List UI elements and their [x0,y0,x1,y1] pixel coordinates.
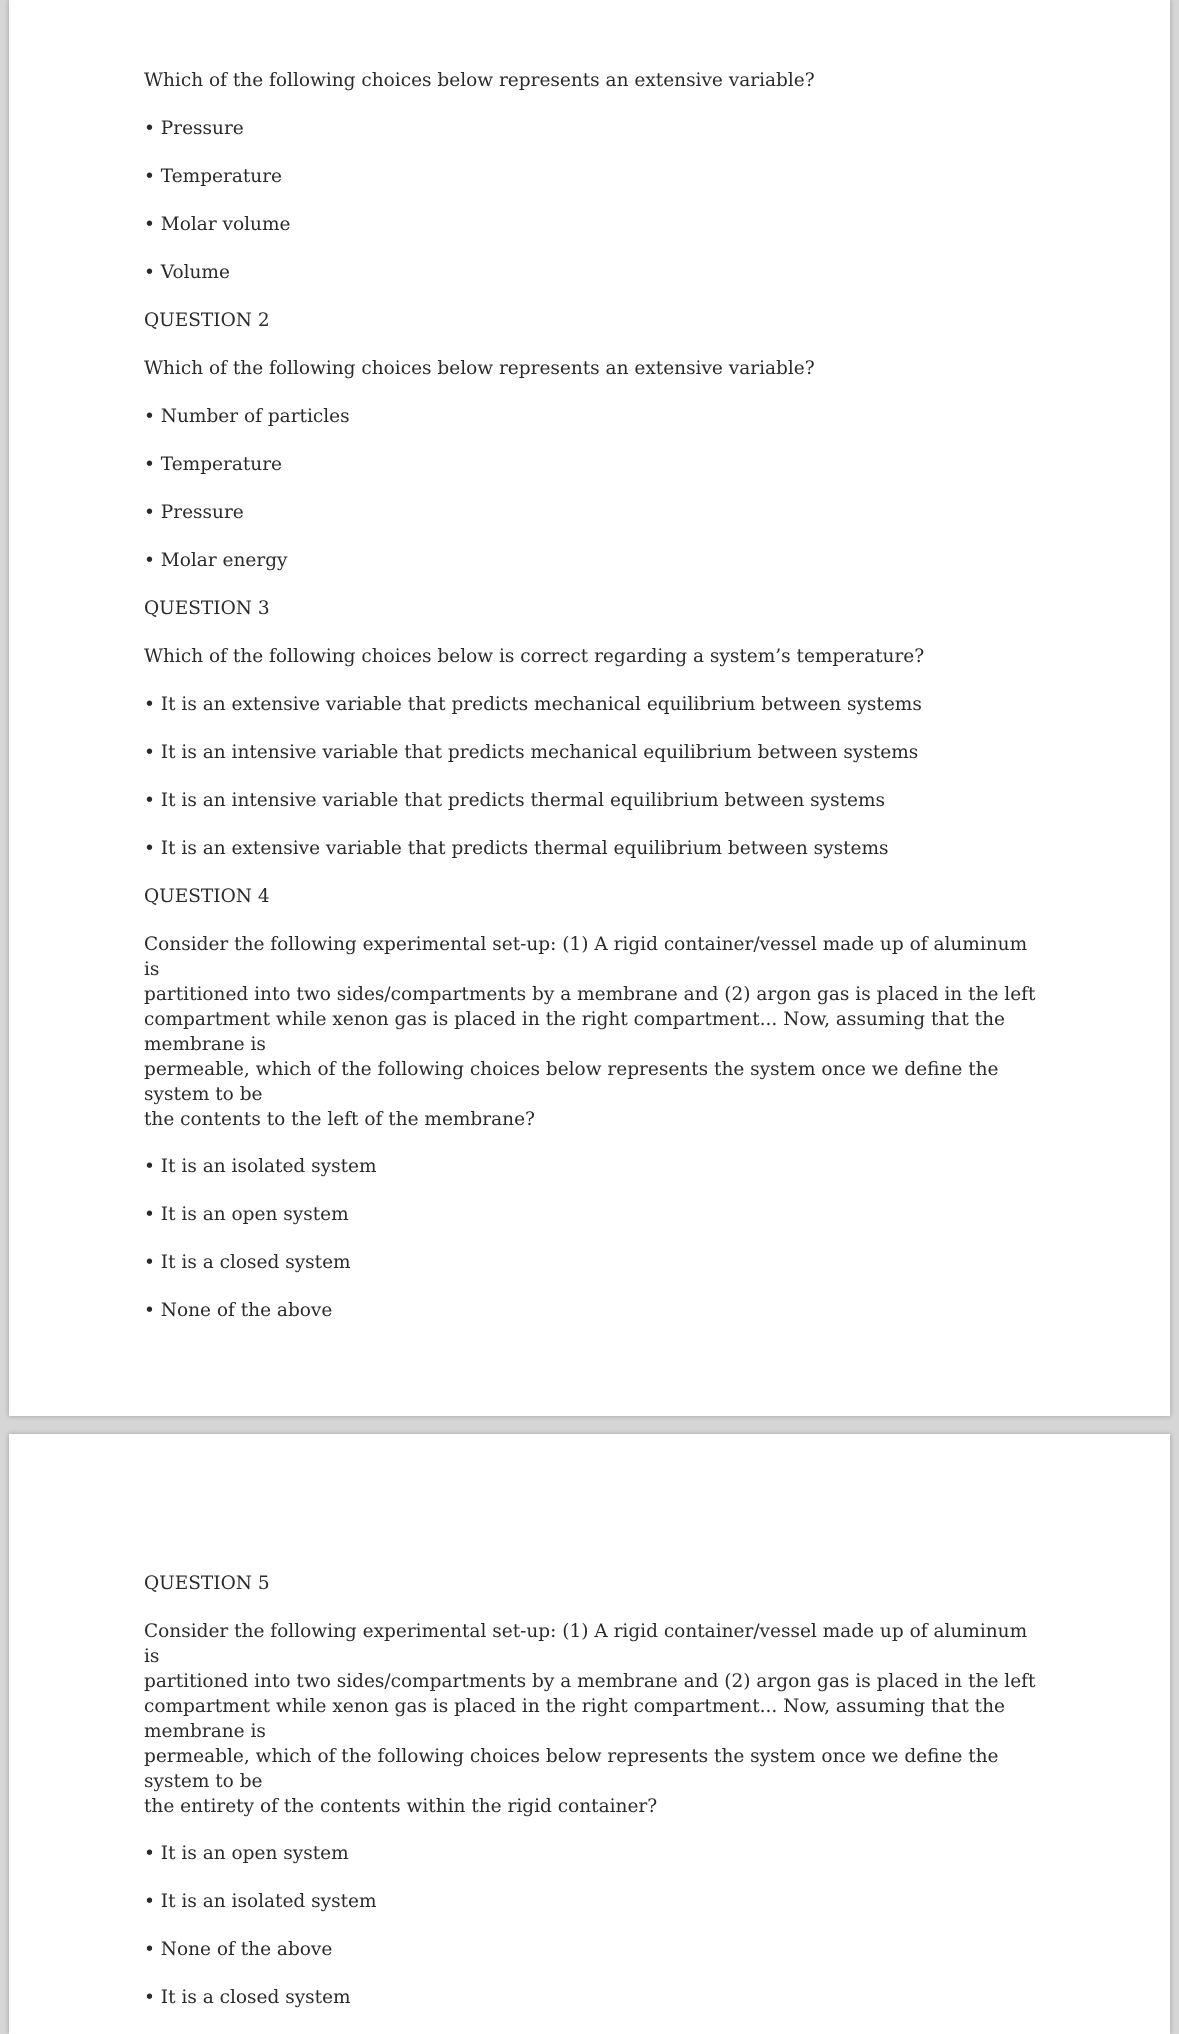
question-3-label: QUESTION 3 [144,598,270,619]
question-5-text [144,1619,1044,1819]
page-content [144,68,1044,1346]
question-2-label: QUESTION 2 [144,310,270,331]
question-5-label: QUESTION 5 [144,1573,270,1594]
document-page-1 [9,0,1170,1416]
question-text-line: Consider the following experimental set-up: (1) A rigid container/vessel made up of aluminum is [144,1621,1028,1667]
question-4-option: • It is an open system [144,1202,1044,1228]
question-text-line: partitioned into two sides/compartments by a membrane and (2) argon gas is placed in the left [144,1671,1036,1692]
question-4-option: • It is an isolated system [144,1154,1044,1180]
question-2-option: • Molar energy [144,548,1044,574]
question-5-option: • None of the above [144,1937,1044,1963]
question-1-option: • Molar volume [144,212,1044,238]
question-2-option: • Temperature [144,452,1044,478]
question-2-option: • Number of particles [144,404,1044,430]
question-1-option: • Temperature [144,164,1044,190]
document-page-2 [9,1434,1170,2034]
question-3-option: • It is an extensive variable that predicts mechanical equilibrium between systems [144,692,1044,718]
question-text-line: the entirety of the contents within the rigid container? [144,1796,658,1817]
question-3-option: • It is an intensive variable that predicts mechanical equilibrium between systems [144,740,1044,766]
question-text-line: compartment while xenon gas is placed in the right compartment... Now, assuming that the membrane is [144,1696,1005,1742]
question-text-line: permeable, which of the following choices below represents the system once we define the system to be [144,1059,999,1105]
question-4-option: • It is a closed system [144,1250,1044,1276]
question-text-line: permeable, which of the following choices below represents the system once we define the system to be [144,1746,999,1792]
question-text-line: the contents to the left of the membrane? [144,1109,535,1130]
question-4-text [144,932,1044,1132]
question-1-option: • Volume [144,260,1044,286]
question-3-option: • It is an extensive variable that predicts thermal equilibrium between systems [144,836,1044,862]
question-text-line: Consider the following experimental set-up: (1) A rigid container/vessel made up of aluminum is [144,934,1028,980]
question-1-option: • Pressure [144,116,1044,142]
page-content [144,1571,1044,2033]
question-3-text: Which of the following choices below is correct regarding a system’s temperature? [144,646,925,667]
question-5-option: • It is an open system [144,1841,1044,1867]
question-2-text: Which of the following choices below represents an extensive variable? [144,358,815,379]
question-5-option: • It is a closed system [144,1985,1044,2011]
question-4-label: QUESTION 4 [144,886,270,907]
question-text-line: compartment while xenon gas is placed in the right compartment... Now, assuming that the membrane is [144,1009,1005,1055]
question-3-option: • It is an intensive variable that predicts thermal equilibrium between systems [144,788,1044,814]
question-5-option: • It is an isolated system [144,1889,1044,1915]
question-2-option: • Pressure [144,500,1044,526]
question-1-text: Which of the following choices below represents an extensive variable? [144,70,815,91]
question-4-option: • None of the above [144,1298,1044,1324]
question-text-line: partitioned into two sides/compartments by a membrane and (2) argon gas is placed in the left [144,984,1036,1005]
